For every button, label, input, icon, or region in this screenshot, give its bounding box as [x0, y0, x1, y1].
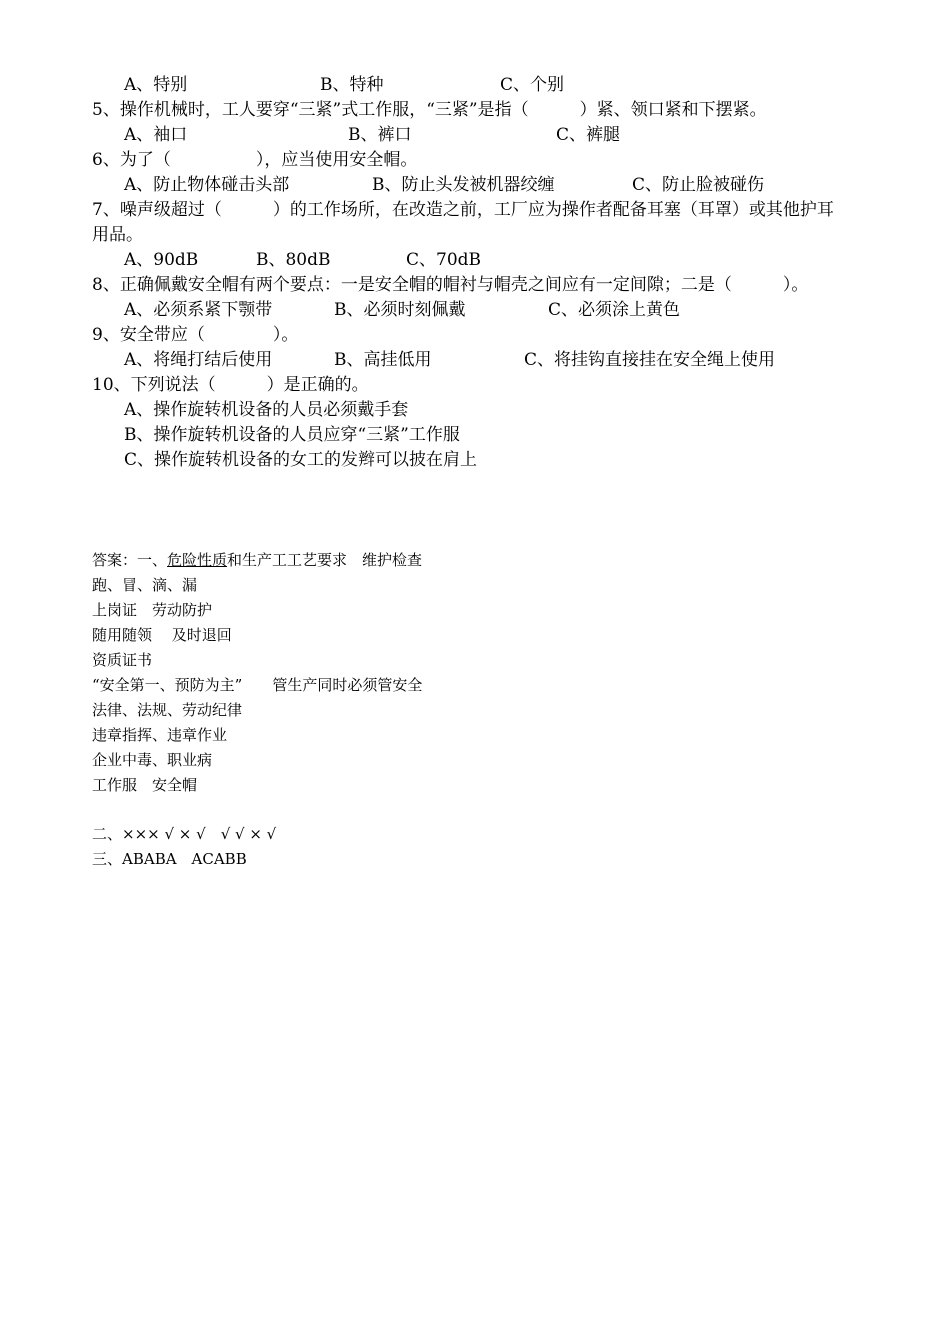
answer-line: 工作服 安全帽 [92, 776, 198, 794]
q4-option-a: A、特别 [124, 75, 188, 95]
q9-option-c: C、将挂钩直接挂在安全绳上使用 [524, 350, 776, 370]
q9-option-b: B、高挂低用 [334, 350, 432, 370]
q8-option-a: A、必须系紧下颚带 [124, 300, 273, 320]
q7-option-a: A、90dB [124, 250, 199, 270]
q9-option-a: A、将绳打结后使用 [124, 350, 273, 370]
q6-stem: 6、为了（ ），应当使用安全帽。 [92, 150, 418, 170]
q8-stem: 8、正确佩戴安全帽有两个要点：一是安全帽的帽衬与帽壳之间应有一定间隙；二是（ ）。 [92, 275, 809, 295]
answer-line: 企业中毒、职业病 [92, 751, 213, 769]
answer-line: 违章指挥、违章作业 [92, 726, 228, 744]
answers-underlined-term: 危险性质 [167, 551, 228, 569]
q10-option-b: B、操作旋转机设备的人员应穿“三紧”工作服 [124, 425, 460, 445]
answers-line-1-rest: 和生产工工艺要求 维护检查 [227, 551, 423, 569]
q5-stem: 5、操作机械时，工人要穿“三紧”式工作服，“三紧”是指（ ）紧、领口紧和下摆紧。 [92, 100, 767, 120]
q5-option-a: A、袖口 [124, 125, 188, 145]
q5-option-c: C、裤腿 [556, 125, 621, 145]
q4-option-b: B、特种 [320, 75, 384, 95]
q8-option-c: C、必须涂上黄色 [548, 300, 681, 320]
q6-option-a: A、防止物体碰击头部 [124, 175, 290, 195]
answers-part-2: 二、××× √ × √ √ √ × √ [92, 825, 277, 843]
q10-stem: 10、下列说法（ ）是正确的。 [92, 375, 369, 395]
answers-prefix: 答案：一、 [92, 551, 168, 569]
q10-option-a: A、操作旋转机设备的人员必须戴手套 [124, 400, 409, 420]
q6-option-c: C、防止脸被碰伤 [632, 175, 765, 195]
q4-option-c: C、个别 [500, 75, 565, 95]
q7-option-b: B、80dB [256, 250, 331, 270]
q7-option-c: C、70dB [406, 250, 482, 270]
answer-line: 资质证书 [92, 651, 153, 669]
q7-stem-line1: 7、噪声级超过（ ）的工作场所，在改造之前，工厂应为操作者配备耳塞（耳罩）或其他护耳 [92, 200, 834, 220]
q9-stem: 9、安全带应（ ）。 [92, 325, 299, 345]
answer-line: 法律、法规、劳动纪律 [92, 701, 243, 719]
q5-option-b: B、裤口 [348, 125, 412, 145]
q10-option-c: C、操作旋转机设备的女工的发辫可以披在肩上 [124, 450, 478, 470]
answers-line-1 [92, 550, 422, 570]
q8-option-b: B、必须时刻佩戴 [334, 300, 466, 320]
answer-line: 上岗证 劳动防护 [92, 601, 213, 619]
answer-line: 跑、冒、滴、漏 [92, 576, 198, 594]
answer-line: “安全第一、预防为主” 管生产同时必须管安全 [92, 676, 423, 694]
answers-part-3: 三、ABABA ACABB [92, 850, 247, 868]
q7-stem-line2: 用品。 [92, 225, 143, 245]
answer-line: 随用随领 及时退回 [92, 626, 232, 644]
q6-option-b: B、防止头发被机器绞缠 [372, 175, 555, 195]
